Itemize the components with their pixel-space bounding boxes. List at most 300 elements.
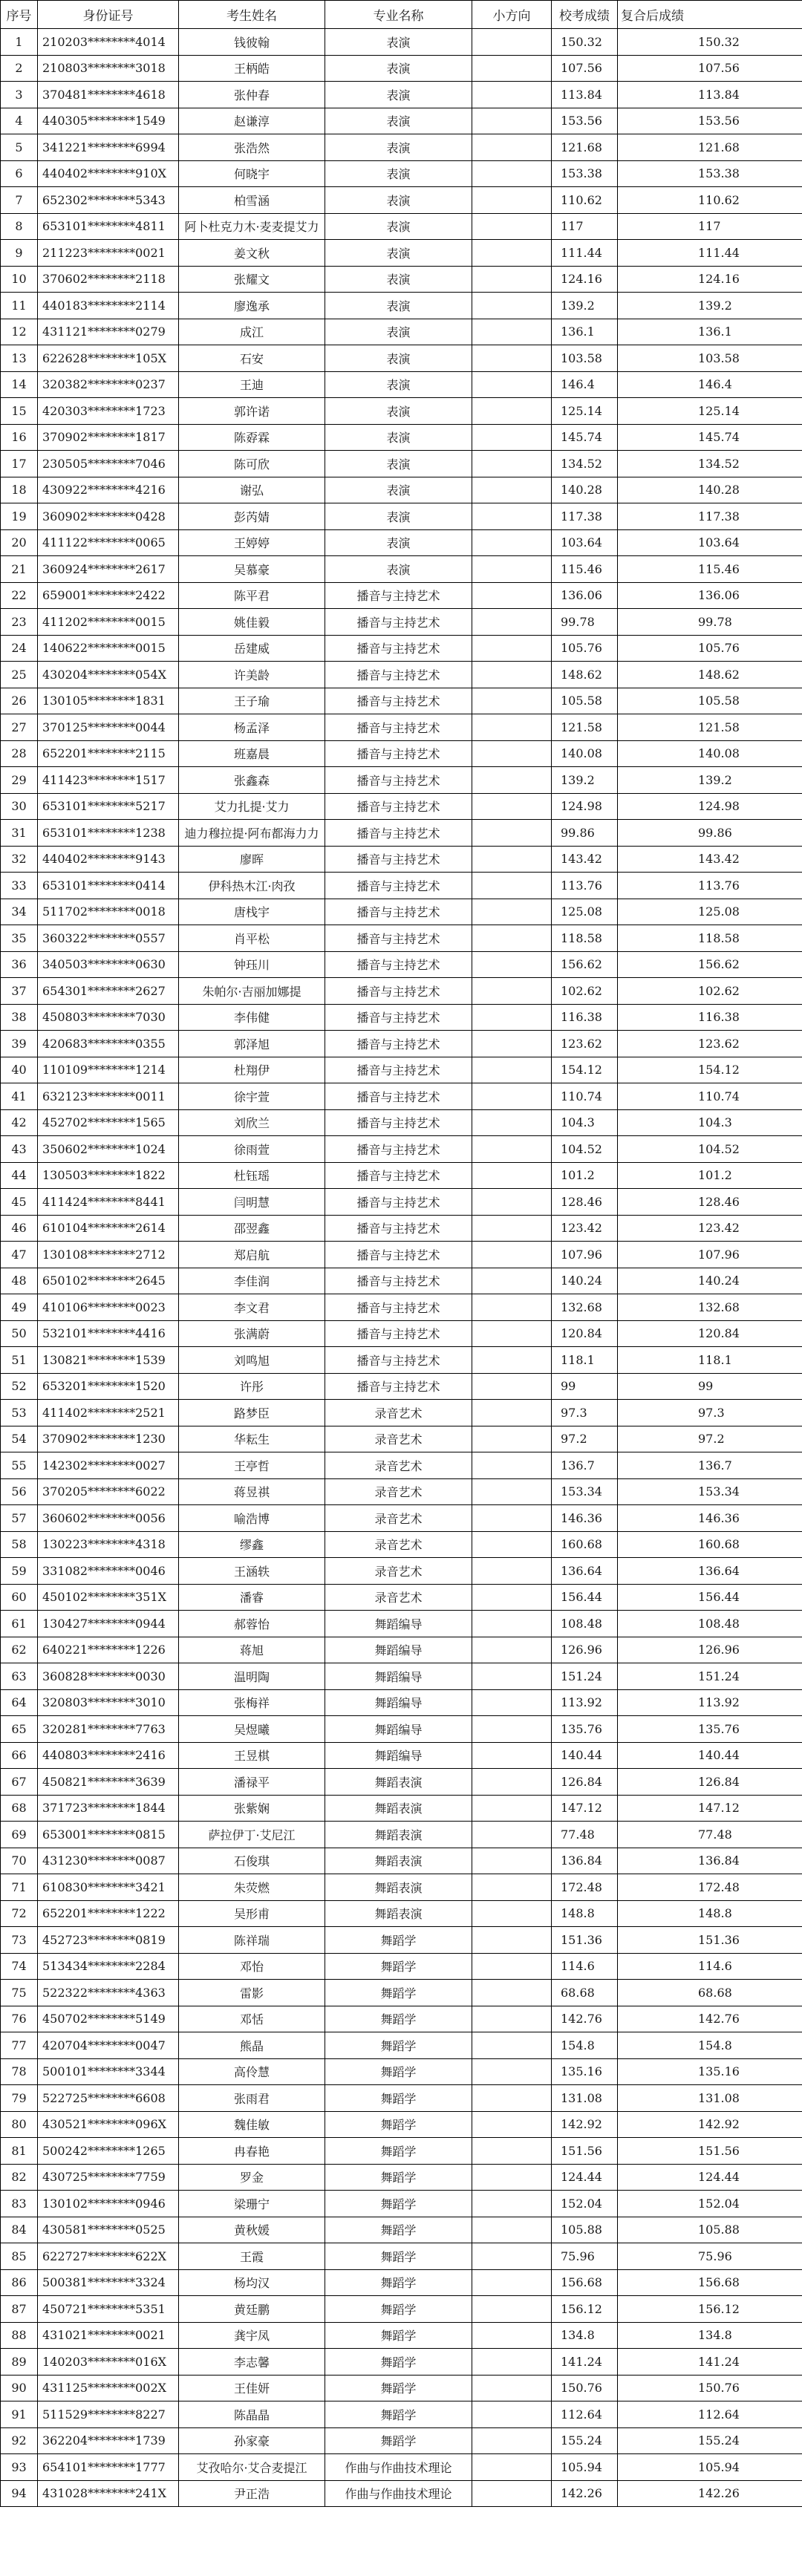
cell-final-score: 116.38 (618, 1004, 802, 1031)
cell-final-score: 154.8 (618, 2032, 802, 2059)
cell-index: 7 (1, 187, 38, 214)
cell-final-score: 140.44 (618, 1742, 802, 1769)
cell-final-score: 132.68 (618, 1294, 802, 1321)
cell-name: 陈晶晶 (179, 2401, 325, 2428)
table-row (1, 1742, 802, 1769)
table-row (1, 951, 802, 978)
cell-name: 罗金 (179, 2164, 325, 2191)
cell-id-number: 452702********1565 (38, 1109, 179, 1136)
cell-index: 49 (1, 1294, 38, 1321)
cell-final-score: 150.76 (618, 2375, 802, 2401)
cell-name: 廖晖 (179, 846, 325, 873)
cell-final-score: 155.24 (618, 2427, 802, 2454)
cell-index: 92 (1, 2427, 38, 2454)
table-row (1, 1057, 802, 1083)
cell-name: 高伶慧 (179, 2058, 325, 2085)
table-row (1, 1874, 802, 1901)
cell-major: 舞蹈学 (325, 1980, 472, 2006)
cell-direction (472, 873, 552, 899)
cell-name: 王亭哲 (179, 1452, 325, 1479)
cell-direction (472, 160, 552, 187)
cell-school-score: 124.44 (552, 2164, 618, 2191)
cell-major: 录音艺术 (325, 1505, 472, 1532)
cell-index: 66 (1, 1742, 38, 1769)
cell-index: 11 (1, 293, 38, 319)
cell-id-number: 140203********016X (38, 2349, 179, 2376)
cell-id-number: 653101********0414 (38, 873, 179, 899)
cell-major: 舞蹈学 (325, 1927, 472, 1954)
cell-major: 舞蹈学 (325, 2243, 472, 2270)
cell-direction (472, 1136, 552, 1163)
cell-school-score: 124.98 (552, 793, 618, 820)
cell-school-score: 105.88 (552, 2217, 618, 2243)
cell-id-number: 130102********0946 (38, 2191, 179, 2217)
cell-school-score: 156.68 (552, 2269, 618, 2296)
table-row (1, 740, 802, 767)
cell-direction (472, 477, 552, 503)
cell-final-score: 143.42 (618, 846, 802, 873)
cell-index: 37 (1, 978, 38, 1005)
cell-school-score: 156.12 (552, 2296, 618, 2323)
table-row (1, 1136, 802, 1163)
cell-name: 郭泽旭 (179, 1031, 325, 1057)
cell-direction (472, 2085, 552, 2112)
cell-id-number: 440305********1549 (38, 108, 179, 134)
cell-school-score: 113.84 (552, 82, 618, 108)
cell-id-number: 430581********0525 (38, 2217, 179, 2243)
cell-school-score: 140.08 (552, 740, 618, 767)
cell-id-number: 370125********0044 (38, 714, 179, 741)
cell-major: 舞蹈编导 (325, 1663, 472, 1690)
cell-school-score: 172.48 (552, 1874, 618, 1901)
table-row (1, 371, 802, 398)
cell-name: 王子瑜 (179, 688, 325, 714)
cell-id-number: 610830********3421 (38, 1874, 179, 1901)
table-row (1, 1822, 802, 1848)
cell-name: 徐宇萱 (179, 1083, 325, 1110)
cell-name: 郑启航 (179, 1242, 325, 1268)
cell-name: 闫明慧 (179, 1189, 325, 1216)
cell-direction (472, 1478, 552, 1505)
cell-final-score: 104.52 (618, 1136, 802, 1163)
cell-major: 播音与主持艺术 (325, 767, 472, 794)
cell-index: 80 (1, 2111, 38, 2138)
table-row (1, 398, 802, 425)
cell-final-score: 121.58 (618, 714, 802, 741)
cell-direction (472, 187, 552, 214)
cell-major: 播音与主持艺术 (325, 1347, 472, 1374)
cell-index: 53 (1, 1400, 38, 1426)
cell-id-number: 532101********4416 (38, 1320, 179, 1347)
cell-school-score: 128.46 (552, 1189, 618, 1216)
cell-index: 38 (1, 1004, 38, 1031)
cell-school-score: 115.46 (552, 556, 618, 583)
cell-direction (472, 2164, 552, 2191)
cell-direction (472, 1927, 552, 1954)
cell-direction (472, 1373, 552, 1400)
cell-index: 18 (1, 477, 38, 503)
cell-final-score: 160.68 (618, 1531, 802, 1558)
table-row (1, 2058, 802, 2085)
cell-index: 41 (1, 1083, 38, 1110)
cell-index: 8 (1, 213, 38, 240)
cell-index: 82 (1, 2164, 38, 2191)
table-row (1, 1400, 802, 1426)
cell-major: 表演 (325, 503, 472, 530)
cell-final-score: 147.12 (618, 1795, 802, 1822)
cell-school-score: 110.74 (552, 1083, 618, 1110)
cell-major: 舞蹈学 (325, 2058, 472, 2085)
header-index: 序号 (1, 1, 38, 29)
cell-direction (472, 1505, 552, 1532)
cell-name: 朱帕尔·吉丽加娜提 (179, 978, 325, 1005)
cell-direction (472, 846, 552, 873)
cell-school-score: 123.42 (552, 1215, 618, 1242)
cell-name: 喻浩博 (179, 1505, 325, 1532)
table-row (1, 213, 802, 240)
cell-id-number: 370902********1230 (38, 1426, 179, 1452)
cell-major: 表演 (325, 213, 472, 240)
cell-major: 舞蹈学 (325, 2111, 472, 2138)
cell-final-score: 114.6 (618, 1953, 802, 1980)
cell-final-score: 117.38 (618, 503, 802, 530)
header-final-score: 复合后成绩 (618, 1, 802, 29)
cell-index: 56 (1, 1478, 38, 1505)
table-row (1, 1848, 802, 1874)
cell-major: 表演 (325, 187, 472, 214)
table-row (1, 1478, 802, 1505)
cell-school-score: 151.56 (552, 2138, 618, 2165)
cell-id-number: 140622********0015 (38, 635, 179, 662)
cell-final-score: 108.48 (618, 1611, 802, 1637)
cell-direction (472, 55, 552, 82)
cell-school-score: 121.68 (552, 134, 618, 161)
cell-name: 许美龄 (179, 662, 325, 688)
cell-index: 81 (1, 2138, 38, 2165)
cell-id-number: 410106********0023 (38, 1294, 179, 1321)
cell-id-number: 500381********3324 (38, 2269, 179, 2296)
cell-major: 播音与主持艺术 (325, 951, 472, 978)
cell-final-score: 140.08 (618, 740, 802, 767)
table-row (1, 2296, 802, 2323)
cell-id-number: 110109********1214 (38, 1057, 179, 1083)
cell-id-number: 440183********2114 (38, 293, 179, 319)
cell-direction (472, 925, 552, 952)
cell-final-score: 134.52 (618, 451, 802, 477)
cell-name: 杨孟泽 (179, 714, 325, 741)
cell-direction (472, 1637, 552, 1663)
cell-major: 播音与主持艺术 (325, 1189, 472, 1216)
cell-school-score: 113.76 (552, 873, 618, 899)
table-row (1, 1109, 802, 1136)
cell-major: 表演 (325, 293, 472, 319)
cell-index: 12 (1, 319, 38, 345)
cell-final-score: 142.26 (618, 2480, 802, 2507)
cell-school-score: 153.56 (552, 108, 618, 134)
table-row (1, 529, 802, 556)
cell-final-score: 99 (618, 1373, 802, 1400)
cell-direction (472, 820, 552, 847)
cell-id-number: 450102********351X (38, 1584, 179, 1611)
table-row (1, 1716, 802, 1743)
cell-name: 石安 (179, 345, 325, 372)
cell-final-score: 136.84 (618, 1848, 802, 1874)
cell-name: 黄廷鹏 (179, 2296, 325, 2323)
cell-final-score: 115.46 (618, 556, 802, 583)
cell-name: 石俊琪 (179, 1848, 325, 1874)
cell-major: 播音与主持艺术 (325, 1136, 472, 1163)
table-row (1, 2085, 802, 2112)
cell-name: 邓怡 (179, 1953, 325, 1980)
cell-index: 22 (1, 582, 38, 609)
cell-name: 刘欣兰 (179, 1109, 325, 1136)
cell-major: 舞蹈表演 (325, 1900, 472, 1927)
cell-direction (472, 1716, 552, 1743)
cell-id-number: 130821********1539 (38, 1347, 179, 1374)
cell-index: 13 (1, 345, 38, 372)
cell-id-number: 420303********1723 (38, 398, 179, 425)
cell-final-score: 124.16 (618, 266, 802, 293)
cell-index: 24 (1, 635, 38, 662)
cell-direction (472, 1795, 552, 1822)
cell-index: 84 (1, 2217, 38, 2243)
cell-direction (472, 1083, 552, 1110)
table-row (1, 1637, 802, 1663)
cell-final-score: 103.64 (618, 529, 802, 556)
cell-name: 谢弘 (179, 477, 325, 503)
cell-direction (472, 1689, 552, 1716)
cell-index: 43 (1, 1136, 38, 1163)
cell-id-number: 652302********5343 (38, 187, 179, 214)
cell-index: 19 (1, 503, 38, 530)
cell-index: 9 (1, 240, 38, 267)
cell-index: 10 (1, 266, 38, 293)
cell-school-score: 105.76 (552, 635, 618, 662)
cell-final-score: 156.62 (618, 951, 802, 978)
cell-major: 播音与主持艺术 (325, 1320, 472, 1347)
cell-school-score: 140.44 (552, 1742, 618, 1769)
cell-final-score: 99.86 (618, 820, 802, 847)
table-row (1, 2269, 802, 2296)
cell-name: 唐栈宇 (179, 899, 325, 925)
cell-index: 63 (1, 1663, 38, 1690)
table-row (1, 1242, 802, 1268)
cell-id-number: 632123********0011 (38, 1083, 179, 1110)
cell-final-score: 101.2 (618, 1162, 802, 1189)
cell-id-number: 450803********7030 (38, 1004, 179, 1031)
cell-direction (472, 1268, 552, 1294)
table-row (1, 1900, 802, 1927)
cell-index: 61 (1, 1611, 38, 1637)
cell-school-score: 152.04 (552, 2191, 618, 2217)
cell-id-number: 210803********3018 (38, 55, 179, 82)
cell-school-score: 136.84 (552, 1848, 618, 1874)
cell-school-score: 116.38 (552, 1004, 618, 1031)
cell-id-number: 420704********0047 (38, 2032, 179, 2059)
cell-index: 91 (1, 2401, 38, 2428)
cell-final-score: 140.24 (618, 1268, 802, 1294)
table-row (1, 266, 802, 293)
cell-name: 张鑫森 (179, 767, 325, 794)
cell-id-number: 500101********3344 (38, 2058, 179, 2085)
cell-id-number: 350602********1024 (38, 1136, 179, 1163)
cell-id-number: 341221********6994 (38, 134, 179, 161)
cell-school-score: 132.68 (552, 1294, 618, 1321)
cell-final-score: 75.96 (618, 2243, 802, 2270)
cell-id-number: 653001********0815 (38, 1822, 179, 1848)
cell-major: 播音与主持艺术 (325, 873, 472, 899)
cell-major: 舞蹈表演 (325, 1874, 472, 1901)
cell-index: 30 (1, 793, 38, 820)
cell-direction (472, 1742, 552, 1769)
cell-final-score: 113.76 (618, 873, 802, 899)
cell-id-number: 450821********3639 (38, 1769, 179, 1796)
cell-id-number: 411423********1517 (38, 767, 179, 794)
cell-direction (472, 451, 552, 477)
cell-school-score: 107.96 (552, 1242, 618, 1268)
cell-school-score: 103.58 (552, 345, 618, 372)
table-row (1, 1663, 802, 1690)
cell-major: 舞蹈学 (325, 2006, 472, 2032)
cell-final-score: 148.8 (618, 1900, 802, 1927)
header-school-score: 校考成绩 (552, 1, 618, 29)
cell-major: 播音与主持艺术 (325, 1162, 472, 1189)
cell-index: 31 (1, 820, 38, 847)
cell-direction (472, 1294, 552, 1321)
cell-direction (472, 556, 552, 583)
cell-final-score: 140.28 (618, 477, 802, 503)
table-row (1, 477, 802, 503)
cell-name: 张浩然 (179, 134, 325, 161)
cell-major: 舞蹈学 (325, 2217, 472, 2243)
cell-final-score: 113.92 (618, 1689, 802, 1716)
cell-final-score: 154.12 (618, 1057, 802, 1083)
cell-index: 23 (1, 609, 38, 636)
cell-index: 35 (1, 925, 38, 952)
cell-final-score: 107.96 (618, 1242, 802, 1268)
cell-major: 播音与主持艺术 (325, 899, 472, 925)
cell-index: 78 (1, 2058, 38, 2085)
cell-final-score: 141.24 (618, 2349, 802, 2376)
cell-school-score: 135.76 (552, 1716, 618, 1743)
cell-name: 梁珊宁 (179, 2191, 325, 2217)
cell-direction (472, 2243, 552, 2270)
cell-name: 陈平君 (179, 582, 325, 609)
cell-major: 播音与主持艺术 (325, 635, 472, 662)
cell-final-score: 104.3 (618, 1109, 802, 1136)
cell-name: 郭许诺 (179, 398, 325, 425)
cell-index: 16 (1, 424, 38, 451)
cell-name: 温明陶 (179, 1663, 325, 1690)
cell-major: 表演 (325, 556, 472, 583)
cell-id-number: 654101********1777 (38, 2454, 179, 2481)
cell-major: 播音与主持艺术 (325, 1083, 472, 1110)
cell-direction (472, 1769, 552, 1796)
cell-index: 79 (1, 2085, 38, 2112)
cell-id-number: 440402********910X (38, 160, 179, 187)
cell-school-score: 125.08 (552, 899, 618, 925)
cell-direction (472, 1031, 552, 1057)
cell-direction (472, 2454, 552, 2481)
cell-school-score: 117 (552, 213, 618, 240)
table-row (1, 793, 802, 820)
cell-school-score: 136.7 (552, 1452, 618, 1479)
cell-final-score: 156.44 (618, 1584, 802, 1611)
cell-id-number: 320382********0237 (38, 371, 179, 398)
cell-major: 舞蹈学 (325, 2427, 472, 2454)
cell-school-score: 147.12 (552, 1795, 618, 1822)
cell-name: 王霞 (179, 2243, 325, 2270)
cell-final-score: 146.4 (618, 371, 802, 398)
table-row (1, 1558, 802, 1585)
cell-major: 舞蹈表演 (325, 1769, 472, 1796)
cell-name: 张满蔚 (179, 1320, 325, 1347)
table-row (1, 820, 802, 847)
cell-major: 舞蹈表演 (325, 1822, 472, 1848)
cell-final-score: 123.62 (618, 1031, 802, 1057)
cell-id-number: 130108********2712 (38, 1242, 179, 1268)
cell-school-score: 136.06 (552, 582, 618, 609)
cell-index: 68 (1, 1795, 38, 1822)
cell-name: 吴形甫 (179, 1900, 325, 1927)
cell-final-score: 123.42 (618, 1215, 802, 1242)
cell-id-number: 622727********622X (38, 2243, 179, 2270)
cell-major: 播音与主持艺术 (325, 1031, 472, 1057)
cell-index: 52 (1, 1373, 38, 1400)
cell-direction (472, 266, 552, 293)
cell-index: 50 (1, 1320, 38, 1347)
cell-id-number: 370902********1817 (38, 424, 179, 451)
cell-name: 王婷婷 (179, 529, 325, 556)
cell-index: 93 (1, 2454, 38, 2481)
cell-direction (472, 2138, 552, 2165)
cell-direction (472, 714, 552, 741)
cell-major: 表演 (325, 451, 472, 477)
cell-index: 70 (1, 1848, 38, 1874)
cell-school-score: 104.52 (552, 1136, 618, 1163)
table-row (1, 2427, 802, 2454)
cell-direction (472, 767, 552, 794)
cell-name: 王迪 (179, 371, 325, 398)
cell-final-score: 135.16 (618, 2058, 802, 2085)
cell-index: 83 (1, 2191, 38, 2217)
cell-final-score: 126.96 (618, 1637, 802, 1663)
cell-final-score: 136.1 (618, 319, 802, 345)
table-row (1, 1611, 802, 1637)
cell-school-score: 136.1 (552, 319, 618, 345)
cell-final-score: 142.92 (618, 2111, 802, 2138)
cell-name: 王昱棋 (179, 1742, 325, 1769)
table-row (1, 2349, 802, 2376)
cell-major: 舞蹈学 (325, 2401, 472, 2428)
table-row (1, 1031, 802, 1057)
cell-major: 播音与主持艺术 (325, 978, 472, 1005)
cell-final-score: 102.62 (618, 978, 802, 1005)
cell-major: 播音与主持艺术 (325, 662, 472, 688)
cell-school-score: 151.24 (552, 1663, 618, 1690)
table-row (1, 2191, 802, 2217)
cell-id-number: 411424********8441 (38, 1189, 179, 1216)
cell-final-score: 117 (618, 213, 802, 240)
cell-id-number: 440402********9143 (38, 846, 179, 873)
cell-major: 播音与主持艺术 (325, 1294, 472, 1321)
cell-id-number: 130223********4318 (38, 1531, 179, 1558)
cell-school-score: 111.44 (552, 240, 618, 267)
cell-index: 51 (1, 1347, 38, 1374)
cell-id-number: 130105********1831 (38, 688, 179, 714)
cell-name: 冉春艳 (179, 2138, 325, 2165)
cell-id-number: 370205********6022 (38, 1478, 179, 1505)
